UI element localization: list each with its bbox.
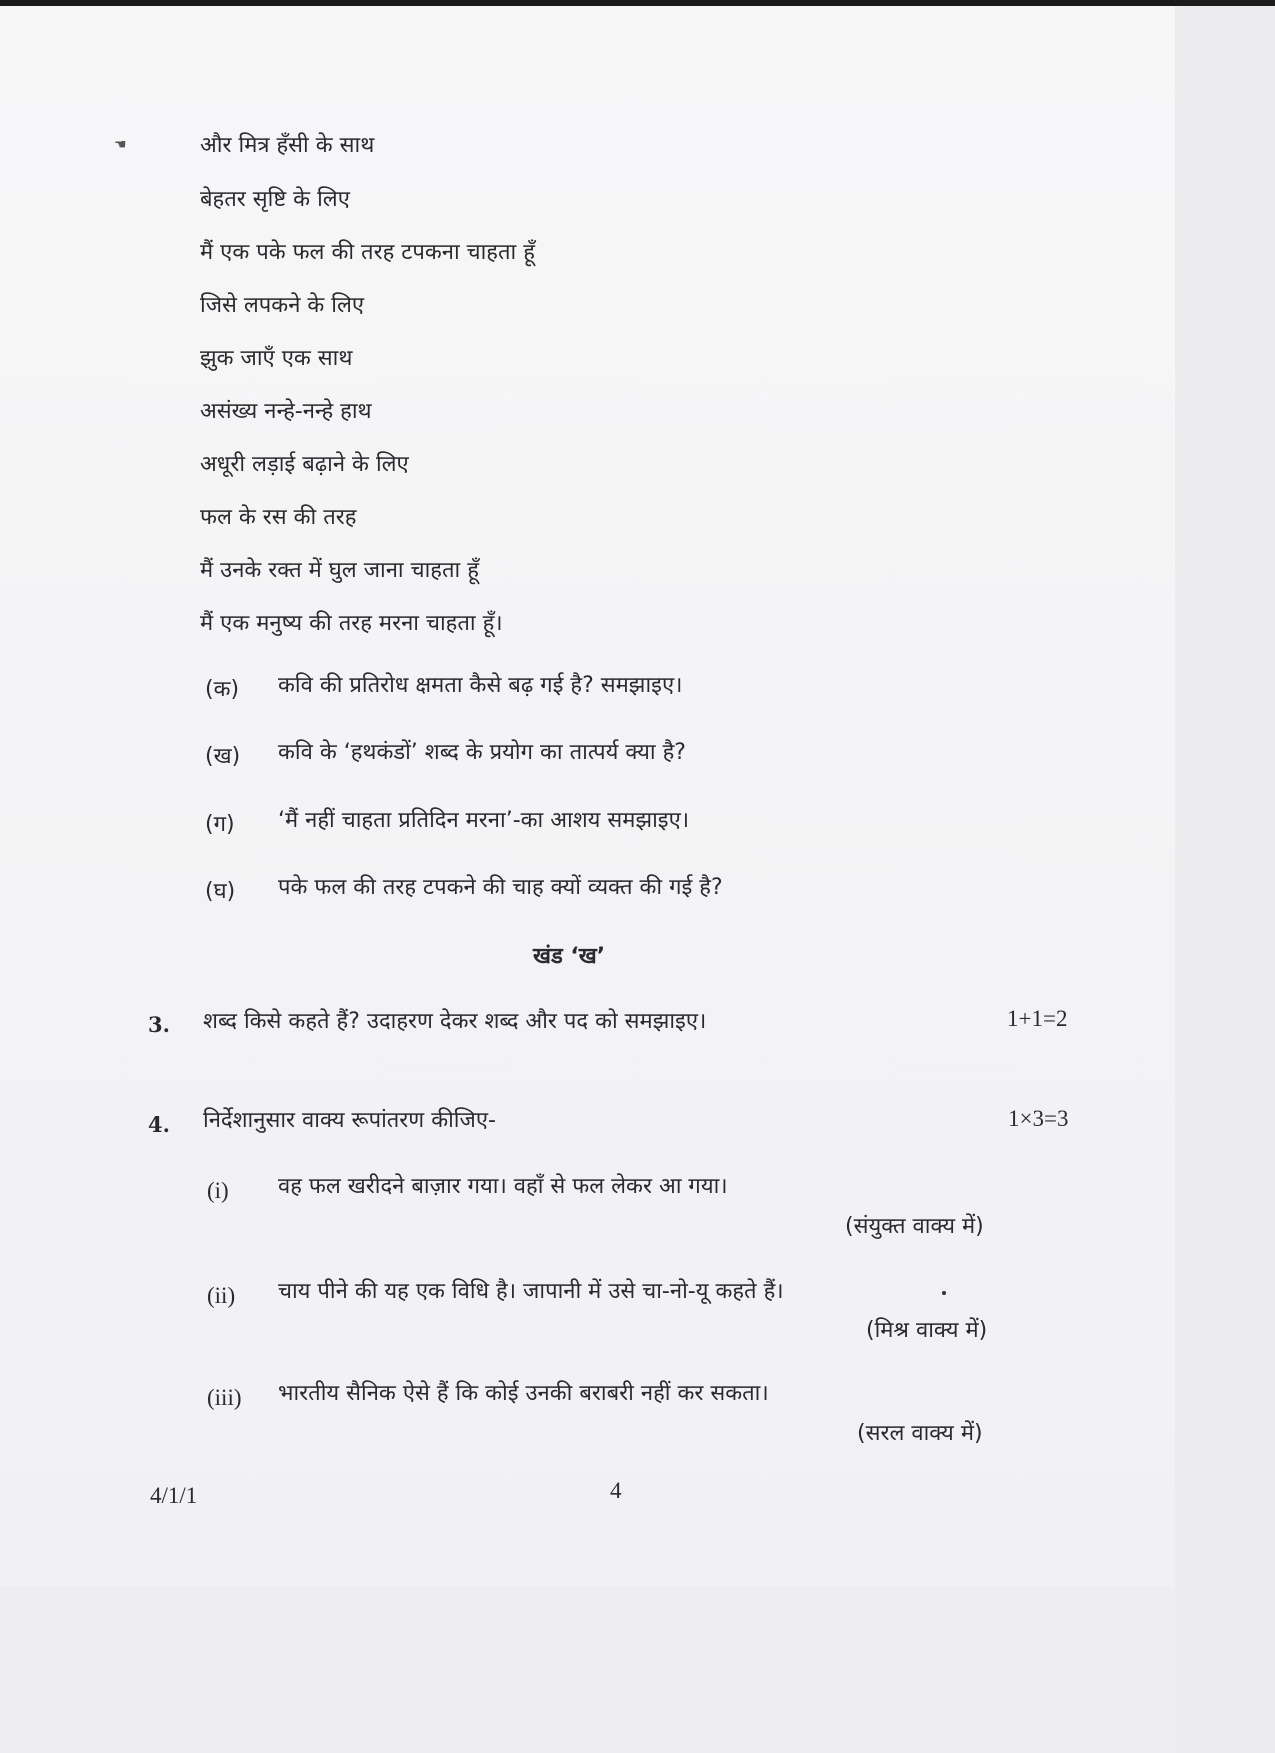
item-instruction: (संयुक्त वाक्य में)	[845, 1214, 984, 1239]
poem-line: और मित्र हँसी के साथ	[200, 133, 375, 158]
poem-line: मैं एक पके फल की तरह टपकना चाहता हूँ	[200, 240, 535, 265]
poem-line: मैं एक मनुष्य की तरह मरना चाहता हूँ।	[200, 611, 503, 636]
item-label: (i)	[207, 1178, 229, 1203]
marks-allocation: 1×3=3	[1008, 1106, 1069, 1131]
item-text: वह फल खरीदने बाज़ार गया। वहाँ से फल लेकर आ गया।	[278, 1174, 728, 1199]
exam-page	[0, 6, 1175, 1586]
item-instruction: (सरल वाक्य में)	[857, 1421, 983, 1446]
question-text: पके फल की तरह टपकने की चाह क्यों व्यक्त की गई है?	[278, 875, 723, 900]
scan-background-right	[1175, 6, 1275, 1753]
question-number: 3.	[148, 1012, 170, 1037]
question-label: (घ)	[205, 879, 236, 904]
question-label: (क)	[205, 677, 240, 702]
item-instruction: (मिश्र वाक्य में)	[866, 1318, 988, 1343]
question-label: (ग)	[205, 812, 235, 837]
question-number: 4.	[148, 1112, 170, 1137]
question-text: ‘मैं नहीं चाहता प्रतिदिन मरना’-का आशय समझाइए।	[278, 808, 690, 833]
paper-code: 4/1/1	[150, 1483, 198, 1508]
scan-background-bottom	[0, 1586, 1175, 1753]
item-label: (iii)	[207, 1385, 242, 1410]
poem-line: झुक जाएँ एक साथ	[200, 346, 353, 371]
question-text: शब्द किसे कहते हैं? उदाहरण देकर शब्द और पद को समझाइए।	[203, 1009, 707, 1034]
question-text: कवि के ‘हथकंडों’ शब्द के प्रयोग का तात्पर्य क्या है?	[278, 740, 686, 765]
margin-mark: ☚	[114, 137, 127, 153]
poem-line: मैं उनके रक्त में घुल जाना चाहता हूँ	[200, 558, 479, 583]
poem-line: जिसे लपकने के लिए	[200, 293, 365, 318]
item-text: चाय पीने की यह एक विधि है। जापानी में उसे चा-नो-यू कहते हैं।	[278, 1279, 784, 1304]
poem-line: फल के रस की तरह	[200, 505, 357, 530]
poem-line: असंख्य नन्हे-नन्हे हाथ	[200, 399, 372, 424]
stray-dot	[942, 1291, 946, 1295]
section-heading: खंड ‘ख’	[533, 944, 606, 969]
marks-allocation: 1+1=2	[1007, 1006, 1068, 1031]
question-label: (ख)	[205, 744, 241, 769]
page-number: 4	[610, 1478, 622, 1503]
poem-line: बेहतर सृष्टि के लिए	[200, 187, 350, 212]
poem-line: अधूरी लड़ाई बढ़ाने के लिए	[200, 452, 409, 477]
item-text: भारतीय सैनिक ऐसे हैं कि कोई उनकी बराबरी नहीं कर सकता।	[278, 1381, 769, 1406]
question-text: निर्देशानुसार वाक्य रूपांतरण कीजिए-	[203, 1108, 496, 1133]
question-text: कवि की प्रतिरोध क्षमता कैसे बढ़ गई है? समझाइए।	[278, 673, 683, 698]
item-label: (ii)	[207, 1283, 236, 1308]
